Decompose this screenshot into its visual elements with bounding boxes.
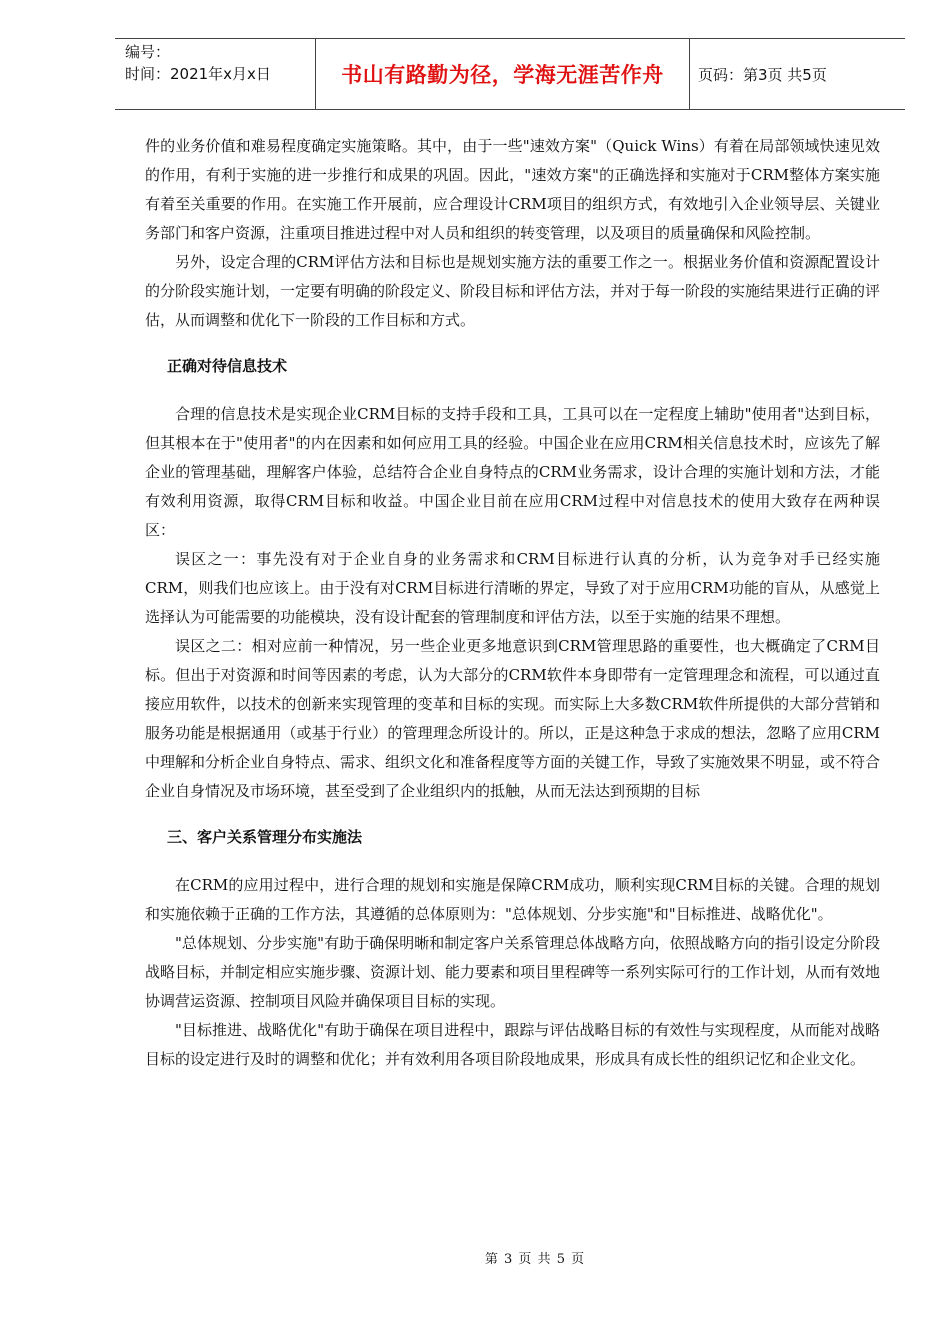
- page-header: [115, 38, 905, 110]
- paragraph: 件的业务价值和难易程度确定实施策略。其中，由于一些"速效方案"（Quick Wins）有着在局部领域快速见效的作用，有利于实施的进一步推行和成果的巩固。因此，"速效方案"的正确选择和实施对于CRM整体方案实施有着至关重要的作用。在实施工作开展前，应合理设计CRM项目的组织方式，有效地引入企业领导层、关键业务部门和客户资源，注重项目推进过程中对人员和组织的转变管理，以及项目的质量确保和风险控制。: [145, 137, 880, 242]
- header-meta: [115, 39, 316, 109]
- paragraph: "目标推进、战略优化"有助于确保在项目进程中，跟踪与评估战略目标的有效性与实现程度，从而能对战略目标的设定进行及时的调整和优化；并有效利用各项目阶段地成果，形成具有成长性的组织记忆和企业文化。: [145, 1021, 880, 1068]
- paragraph: "总体规划、分步实施"有助于确保明晰和制定客户关系管理总体战略方向，依照战略方向的指引设定分阶段战略目标，并制定相应实施步骤、资源计划、能力要素和项目里程碑等一系列实际可行的工作计划，从而有效地协调营运资源、控制项目风险并确保项目目标的实现。: [145, 934, 881, 1010]
- header-motto: 书山有路勤为径，学海无涯苦作舟: [316, 39, 690, 109]
- serial-number-label: 编号：: [125, 43, 171, 61]
- paragraph: 另外，设定合理的CRM评估方法和目标也是规划实施方法的重要工作之一。根据业务价值和资源配置设计的分阶段实施计划，一定要有明确的阶段定义、阶段目标和评估方法，并对于每一阶段的实施结果进行正确的评估，从而调整和优化下一阶段的工作目标和方式。: [145, 253, 881, 329]
- time-label: 时间：2021年x月x日: [125, 65, 271, 83]
- document-body: [145, 132, 880, 1074]
- paragraph: 误区之二：相对应前一种情况，另一些企业更多地意识到CRM管理思路的重要性，也大概确定了CRM目标。但出于对资源和时间等因素的考虑，认为大部分的CRM软件本身即带有一定管理理念和流程，可以通过直接应用软件，以技术的创新来实现管理的变革和目标的实现。而实际上大多数CRM软件所提供的大部分营销和服务功能是根据通用（或基于行业）的管理理念所设计的。所以，正是这种急于求成的想法，忽略了应用CRM中理解和分析企业自身特点、需求、组织文化和准备程度等方面的关键工作，导致了实施效果不明显，或不符合企业自身情况及市场环境，甚至受到了企业组织内的抵触，从而无法达到预期的目标: [145, 637, 881, 800]
- header-page-info: 页码：第3页 共5页: [698, 65, 827, 84]
- section-heading: 正确对待信息技术: [167, 357, 288, 375]
- section-heading: 三、客户关系管理分布实施法: [167, 828, 363, 846]
- page-footer: 第 3 页 共 5 页: [484, 1252, 586, 1267]
- paragraph: 在CRM的应用过程中，进行合理的规划和实施是保障CRM成功，顺利实现CRM目标的关键。合理的规划和实施依赖于正确的工作方法，其遵循的总体原则为："总体规划、分步实施"和"目标推进、战略优化"。: [145, 876, 880, 923]
- paragraph: 合理的信息技术是实现企业CRM目标的支持手段和工具，工具可以在一定程度上辅助"使用者"达到目标，但其根本在于"使用者"的内在因素和如何应用工具的经验。中国企业在应用CRM相关信息技术时，应该先了解企业的管理基础，理解客户体验，总结符合企业自身特点的CRM业务需求，设计合理的实施计划和方法，才能有效利用资源，取得CRM目标和收益。中国企业目前在应用CRM过程中对信息技术的使用大致存在两种误区：: [145, 405, 880, 539]
- paragraph: 误区之一：事先没有对于企业自身的业务需求和CRM目标进行认真的分析，认为竞争对手已经实施CRM，则我们也应该上。由于没有对CRM目标进行清晰的界定，导致了对于应用CRM功能的盲从，从感觉上选择认为可能需要的功能模块，没有设计配套的管理制度和评估方法，以至于实施的结果不理想。: [145, 550, 880, 626]
